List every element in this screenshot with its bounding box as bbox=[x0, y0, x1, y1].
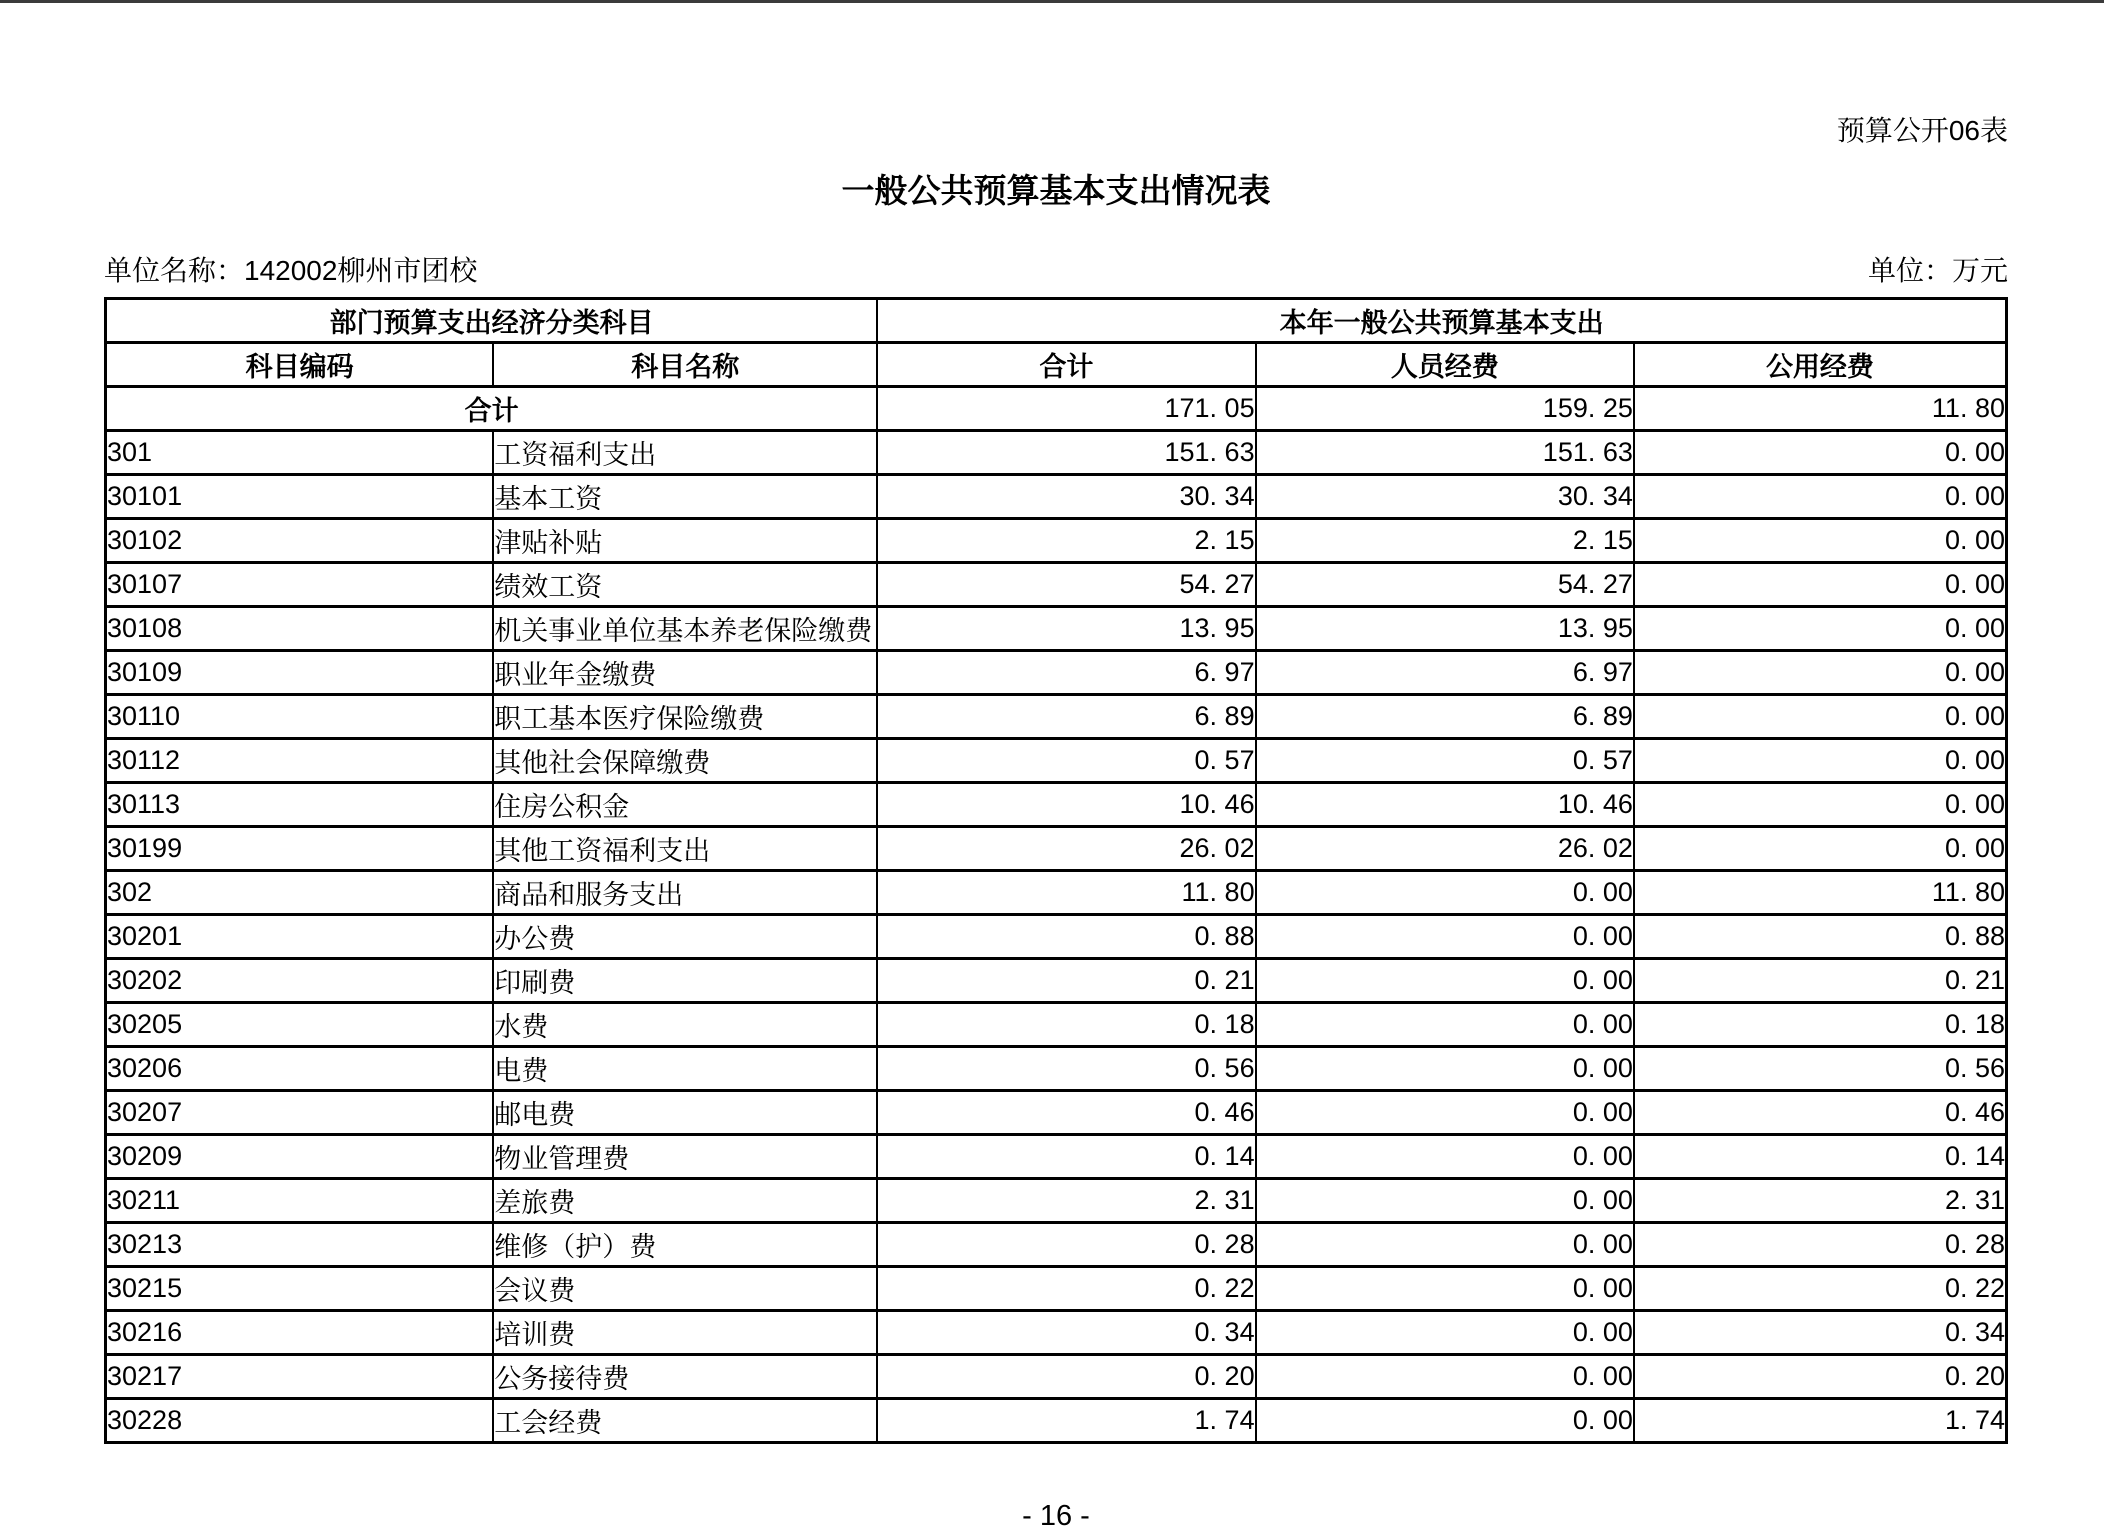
page-top-border bbox=[0, 0, 2104, 3]
table-row bbox=[106, 1135, 2007, 1179]
subject-code-cell: 30108 bbox=[106, 607, 494, 651]
grand-total-public-cell: 11. 80 bbox=[1634, 387, 2007, 431]
public-funds-cell: 0. 28 bbox=[1634, 1223, 2007, 1267]
public-funds-cell: 0. 00 bbox=[1634, 607, 2007, 651]
budget-expenditure-table bbox=[104, 297, 2008, 1444]
personnel-funds-cell: 151. 63 bbox=[1256, 431, 1634, 475]
public-funds-cell: 0. 00 bbox=[1634, 475, 2007, 519]
public-funds-cell: 0. 22 bbox=[1634, 1267, 2007, 1311]
total-amount-cell: 11. 80 bbox=[877, 871, 1255, 915]
subject-code-cell: 30107 bbox=[106, 563, 494, 607]
total-amount-cell: 6. 97 bbox=[877, 651, 1255, 695]
public-funds-cell: 0. 00 bbox=[1634, 563, 2007, 607]
personnel-funds-cell: 26. 02 bbox=[1256, 827, 1634, 871]
public-funds-cell: 0. 20 bbox=[1634, 1355, 2007, 1399]
personnel-funds-cell: 0. 00 bbox=[1256, 1135, 1634, 1179]
subject-code-cell: 30211 bbox=[106, 1179, 494, 1223]
table-row bbox=[106, 1091, 2007, 1135]
unit-name-label: 单位名称：142002柳州市团校 bbox=[104, 255, 478, 286]
total-amount-cell: 6. 89 bbox=[877, 695, 1255, 739]
table-row bbox=[106, 915, 2007, 959]
personnel-funds-cell: 13. 95 bbox=[1256, 607, 1634, 651]
subject-code-cell: 30202 bbox=[106, 959, 494, 1003]
public-funds-cell: 2. 31 bbox=[1634, 1179, 2007, 1223]
subject-name-cell: 职工基本医疗保险缴费 bbox=[493, 695, 877, 739]
group-header-row bbox=[106, 299, 2007, 343]
personnel-funds-cell: 6. 97 bbox=[1256, 651, 1634, 695]
public-funds-cell: 0. 34 bbox=[1634, 1311, 2007, 1355]
page-number: - 16 - bbox=[1022, 1500, 1090, 1532]
table-row bbox=[106, 651, 2007, 695]
table-row bbox=[106, 1267, 2007, 1311]
grand-total-label: 合计 bbox=[106, 387, 878, 431]
personnel-funds-cell: 54. 27 bbox=[1256, 563, 1634, 607]
subject-name-cell: 办公费 bbox=[493, 915, 877, 959]
table-row bbox=[106, 1003, 2007, 1047]
subject-name-cell: 其他工资福利支出 bbox=[493, 827, 877, 871]
subject-name-cell: 会议费 bbox=[493, 1267, 877, 1311]
subject-name-cell: 维修（护）费 bbox=[493, 1223, 877, 1267]
public-funds-cell: 0. 14 bbox=[1634, 1135, 2007, 1179]
col-header-total: 合计 bbox=[877, 343, 1255, 387]
subject-code-cell: 302 bbox=[106, 871, 494, 915]
subject-name-cell: 职业年金缴费 bbox=[493, 651, 877, 695]
col-header-subject-name: 科目名称 bbox=[493, 343, 877, 387]
public-funds-cell: 0. 00 bbox=[1634, 739, 2007, 783]
subject-code-cell: 30101 bbox=[106, 475, 494, 519]
subject-code-cell: 30113 bbox=[106, 783, 494, 827]
subject-code-cell: 30207 bbox=[106, 1091, 494, 1135]
subject-code-cell: 30206 bbox=[106, 1047, 494, 1091]
personnel-funds-cell: 0. 00 bbox=[1256, 1091, 1634, 1135]
personnel-funds-cell: 0. 00 bbox=[1256, 915, 1634, 959]
table-body bbox=[106, 387, 2007, 1443]
table-row bbox=[106, 1223, 2007, 1267]
personnel-funds-cell: 0. 57 bbox=[1256, 739, 1634, 783]
subject-name-cell: 培训费 bbox=[493, 1311, 877, 1355]
personnel-funds-cell: 0. 00 bbox=[1256, 1267, 1634, 1311]
personnel-funds-cell: 6. 89 bbox=[1256, 695, 1634, 739]
subject-name-cell: 其他社会保障缴费 bbox=[493, 739, 877, 783]
subject-name-cell: 电费 bbox=[493, 1047, 877, 1091]
subject-name-cell: 商品和服务支出 bbox=[493, 871, 877, 915]
total-amount-cell: 0. 21 bbox=[877, 959, 1255, 1003]
total-amount-cell: 1. 74 bbox=[877, 1399, 1255, 1443]
table-row bbox=[106, 1179, 2007, 1223]
subject-name-cell: 工会经费 bbox=[493, 1399, 877, 1443]
total-amount-cell: 2. 31 bbox=[877, 1179, 1255, 1223]
table-row bbox=[106, 871, 2007, 915]
personnel-funds-cell: 0. 00 bbox=[1256, 1047, 1634, 1091]
table-row bbox=[106, 1355, 2007, 1399]
subject-code-cell: 30112 bbox=[106, 739, 494, 783]
public-funds-cell: 0. 21 bbox=[1634, 959, 2007, 1003]
header-basic-expenditure-group: 本年一般公共预算基本支出 bbox=[877, 299, 2006, 343]
subject-name-cell: 公务接待费 bbox=[493, 1355, 877, 1399]
header-subject-classification-group: 部门预算支出经济分类科目 bbox=[106, 299, 878, 343]
subject-code-cell: 30205 bbox=[106, 1003, 494, 1047]
total-amount-cell: 0. 56 bbox=[877, 1047, 1255, 1091]
total-amount-cell: 0. 18 bbox=[877, 1003, 1255, 1047]
public-funds-cell: 0. 46 bbox=[1634, 1091, 2007, 1135]
table-row bbox=[106, 475, 2007, 519]
subject-name-cell: 物业管理费 bbox=[493, 1135, 877, 1179]
table-row bbox=[106, 519, 2007, 563]
subject-code-cell: 30228 bbox=[106, 1399, 494, 1443]
table-row bbox=[106, 695, 2007, 739]
public-funds-cell: 0. 00 bbox=[1634, 651, 2007, 695]
table-row bbox=[106, 563, 2007, 607]
subject-code-cell: 30217 bbox=[106, 1355, 494, 1399]
subject-name-cell: 机关事业单位基本养老保险缴费 bbox=[493, 607, 877, 651]
subject-code-cell: 30201 bbox=[106, 915, 494, 959]
col-header-subject-code: 科目编码 bbox=[106, 343, 494, 387]
total-amount-cell: 26. 02 bbox=[877, 827, 1255, 871]
table-row bbox=[106, 959, 2007, 1003]
subject-name-cell: 基本工资 bbox=[493, 475, 877, 519]
total-amount-cell: 10. 46 bbox=[877, 783, 1255, 827]
table-row bbox=[106, 783, 2007, 827]
subject-code-cell: 30213 bbox=[106, 1223, 494, 1267]
subject-name-cell: 工资福利支出 bbox=[493, 431, 877, 475]
public-funds-cell: 0. 00 bbox=[1634, 519, 2007, 563]
subject-code-cell: 30102 bbox=[106, 519, 494, 563]
public-funds-cell: 11. 80 bbox=[1634, 871, 2007, 915]
total-amount-cell: 0. 46 bbox=[877, 1091, 1255, 1135]
personnel-funds-cell: 0. 00 bbox=[1256, 1311, 1634, 1355]
public-funds-cell: 0. 00 bbox=[1634, 695, 2007, 739]
grand-total-personnel-cell: 159. 25 bbox=[1256, 387, 1634, 431]
col-header-personnel-funds: 人员经费 bbox=[1256, 343, 1634, 387]
col-header-public-funds: 公用经费 bbox=[1634, 343, 2007, 387]
public-funds-cell: 0. 56 bbox=[1634, 1047, 2007, 1091]
table-row bbox=[106, 431, 2007, 475]
subject-code-cell: 30110 bbox=[106, 695, 494, 739]
subject-name-cell: 津贴补贴 bbox=[493, 519, 877, 563]
form-number-label: 预算公开06表 bbox=[1836, 115, 2008, 146]
table-header bbox=[106, 299, 2007, 387]
grand-total-row bbox=[106, 387, 2007, 431]
subject-name-cell: 水费 bbox=[493, 1003, 877, 1047]
total-amount-cell: 0. 22 bbox=[877, 1267, 1255, 1311]
public-funds-cell: 0. 00 bbox=[1634, 827, 2007, 871]
subject-name-cell: 差旅费 bbox=[493, 1179, 877, 1223]
subject-code-cell: 30215 bbox=[106, 1267, 494, 1311]
subject-code-cell: 301 bbox=[106, 431, 494, 475]
total-amount-cell: 0. 57 bbox=[877, 739, 1255, 783]
subject-code-cell: 30209 bbox=[106, 1135, 494, 1179]
info-row bbox=[104, 253, 2008, 289]
total-amount-cell: 0. 34 bbox=[877, 1311, 1255, 1355]
personnel-funds-cell: 0. 00 bbox=[1256, 959, 1634, 1003]
public-funds-cell: 0. 00 bbox=[1634, 783, 2007, 827]
personnel-funds-cell: 10. 46 bbox=[1256, 783, 1634, 827]
table-row bbox=[106, 607, 2007, 651]
public-funds-cell: 0. 00 bbox=[1634, 431, 2007, 475]
total-amount-cell: 0. 28 bbox=[877, 1223, 1255, 1267]
total-amount-cell: 30. 34 bbox=[877, 475, 1255, 519]
public-funds-cell: 0. 18 bbox=[1634, 1003, 2007, 1047]
table-row bbox=[106, 739, 2007, 783]
total-amount-cell: 0. 20 bbox=[877, 1355, 1255, 1399]
table-row bbox=[106, 1399, 2007, 1443]
personnel-funds-cell: 0. 00 bbox=[1256, 1179, 1634, 1223]
subject-code-cell: 30216 bbox=[106, 1311, 494, 1355]
table-row bbox=[106, 827, 2007, 871]
table-row bbox=[106, 1311, 2007, 1355]
total-amount-cell: 2. 15 bbox=[877, 519, 1255, 563]
unit-of-measure-label: 单位：万元 bbox=[1867, 255, 2008, 286]
document-page bbox=[0, 113, 2104, 1536]
subject-code-cell: 30109 bbox=[106, 651, 494, 695]
subject-name-cell: 邮电费 bbox=[493, 1091, 877, 1135]
page-title: 一般公共预算基本支出情况表 bbox=[841, 172, 1271, 209]
subject-name-cell: 绩效工资 bbox=[493, 563, 877, 607]
personnel-funds-cell: 0. 00 bbox=[1256, 1003, 1634, 1047]
column-header-row bbox=[106, 343, 2007, 387]
personnel-funds-cell: 0. 00 bbox=[1256, 1223, 1634, 1267]
subject-code-cell: 30199 bbox=[106, 827, 494, 871]
table-row bbox=[106, 1047, 2007, 1091]
grand-total-total-cell: 171. 05 bbox=[877, 387, 1255, 431]
personnel-funds-cell: 0. 00 bbox=[1256, 1355, 1634, 1399]
personnel-funds-cell: 30. 34 bbox=[1256, 475, 1634, 519]
total-amount-cell: 0. 14 bbox=[877, 1135, 1255, 1179]
subject-name-cell: 印刷费 bbox=[493, 959, 877, 1003]
total-amount-cell: 151. 63 bbox=[877, 431, 1255, 475]
total-amount-cell: 13. 95 bbox=[877, 607, 1255, 651]
total-amount-cell: 54. 27 bbox=[877, 563, 1255, 607]
public-funds-cell: 1. 74 bbox=[1634, 1399, 2007, 1443]
personnel-funds-cell: 0. 00 bbox=[1256, 1399, 1634, 1443]
total-amount-cell: 0. 88 bbox=[877, 915, 1255, 959]
public-funds-cell: 0. 88 bbox=[1634, 915, 2007, 959]
personnel-funds-cell: 0. 00 bbox=[1256, 871, 1634, 915]
personnel-funds-cell: 2. 15 bbox=[1256, 519, 1634, 563]
subject-name-cell: 住房公积金 bbox=[493, 783, 877, 827]
